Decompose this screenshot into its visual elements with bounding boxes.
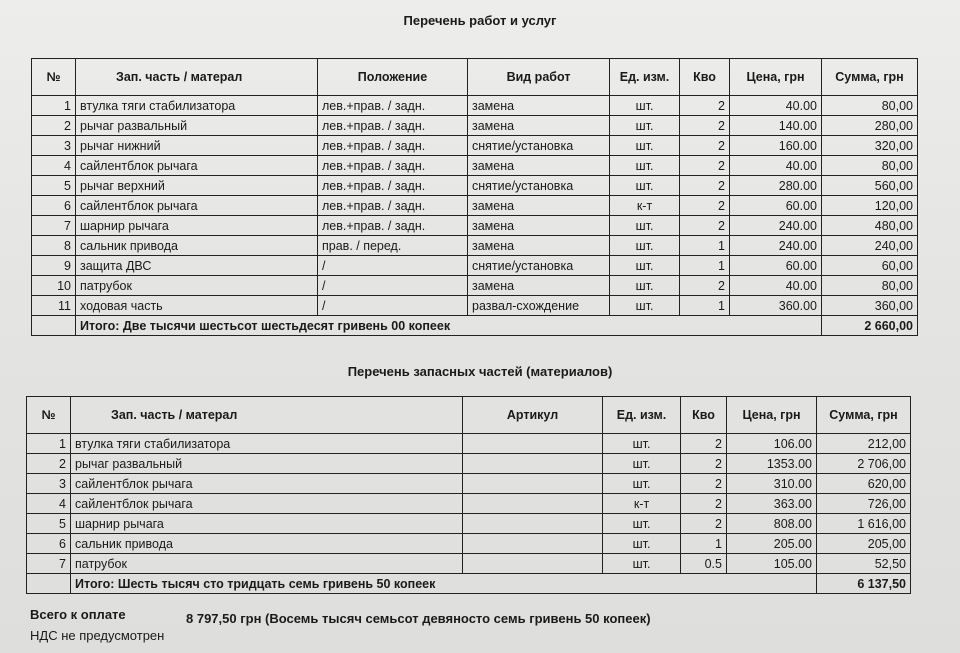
quantity: 2 [680, 216, 730, 236]
price: 240.00 [730, 236, 822, 256]
position: лев.+прав. / задн. [318, 116, 468, 136]
sum: 620,00 [817, 474, 911, 494]
price: 240.00 [730, 216, 822, 236]
quantity: 2 [680, 156, 730, 176]
col-number-header: № [27, 397, 71, 434]
sum: 52,50 [817, 554, 911, 574]
row-number: 5 [32, 176, 76, 196]
article [463, 494, 603, 514]
table-row [32, 216, 918, 236]
col-work-type-header: Вид работ [468, 59, 610, 96]
unit: шт. [610, 116, 680, 136]
sum: 726,00 [817, 494, 911, 514]
unit: шт. [610, 156, 680, 176]
parts-total-row [27, 574, 911, 594]
row-number: 3 [32, 136, 76, 156]
col-price-header: Цена, грн [730, 59, 822, 96]
work-type: замена [468, 116, 610, 136]
sum: 240,00 [822, 236, 918, 256]
table-row [32, 156, 918, 176]
part-name: шарнир рычага [76, 216, 318, 236]
work-type: замена [468, 196, 610, 216]
unit: шт. [610, 96, 680, 116]
row-number: 2 [32, 116, 76, 136]
quantity: 2 [680, 276, 730, 296]
quantity: 2 [680, 136, 730, 156]
table-row [32, 116, 918, 136]
position: прав. / перед. [318, 236, 468, 256]
vat-note: НДС не предусмотрен [30, 628, 165, 643]
quantity: 2 [680, 176, 730, 196]
position: лев.+прав. / задн. [318, 136, 468, 156]
position: лев.+прав. / задн. [318, 216, 468, 236]
col-qty-header: Кво [681, 397, 727, 434]
unit: шт. [610, 296, 680, 316]
col-number-header: № [32, 59, 76, 96]
sum: 480,00 [822, 216, 918, 236]
part-name: патрубок [76, 276, 318, 296]
part-name: рычаг развальный [76, 116, 318, 136]
position: лев.+прав. / задн. [318, 176, 468, 196]
quantity: 1 [680, 256, 730, 276]
unit: шт. [610, 176, 680, 196]
part-name: ходовая часть [76, 296, 318, 316]
grand-total-label: Всего к оплате [30, 607, 126, 622]
work-type: замена [468, 236, 610, 256]
part-name: шарнир рычага [71, 514, 463, 534]
col-sum-header: Сумма, грн [822, 59, 918, 96]
price: 106.00 [727, 434, 817, 454]
col-qty-header: Кво [680, 59, 730, 96]
article [463, 474, 603, 494]
table-row [32, 176, 918, 196]
parts-header-row [27, 397, 911, 434]
part-name: сайлентблок рычага [71, 494, 463, 514]
row-number: 5 [27, 514, 71, 534]
sum: 120,00 [822, 196, 918, 216]
quantity: 2 [681, 474, 727, 494]
table-row [27, 454, 911, 474]
unit: шт. [603, 434, 681, 454]
part-name: рычаг нижний [76, 136, 318, 156]
price: 60.00 [730, 256, 822, 276]
col-part-header: Зап. часть / матерал [71, 397, 463, 434]
sum: 60,00 [822, 256, 918, 276]
price: 40.00 [730, 96, 822, 116]
work-type: развал-схождение [468, 296, 610, 316]
table-row [32, 196, 918, 216]
part-name: сальник привода [71, 534, 463, 554]
work-type: замена [468, 156, 610, 176]
price: 40.00 [730, 276, 822, 296]
unit: шт. [603, 474, 681, 494]
work-type: снятие/установка [468, 136, 610, 156]
table-row [27, 514, 911, 534]
row-number: 4 [27, 494, 71, 514]
quantity: 2 [680, 116, 730, 136]
row-number: 1 [27, 434, 71, 454]
sum: 2 706,00 [817, 454, 911, 474]
price: 60.00 [730, 196, 822, 216]
part-name: рычаг верхний [76, 176, 318, 196]
works-title: Перечень работ и услуг [403, 13, 557, 28]
price: 105.00 [727, 554, 817, 574]
row-number: 7 [27, 554, 71, 574]
row-number: 11 [32, 296, 76, 316]
sum: 80,00 [822, 276, 918, 296]
price: 360.00 [730, 296, 822, 316]
row-number: 1 [32, 96, 76, 116]
unit: шт. [603, 534, 681, 554]
part-name: втулка тяги стабилизатора [76, 96, 318, 116]
work-type: замена [468, 216, 610, 236]
price: 160.00 [730, 136, 822, 156]
article [463, 434, 603, 454]
quantity: 1 [680, 236, 730, 256]
row-number: 10 [32, 276, 76, 296]
article [463, 454, 603, 474]
quantity: 2 [681, 434, 727, 454]
table-row [27, 474, 911, 494]
parts-table [26, 396, 911, 594]
sum: 205,00 [817, 534, 911, 554]
unit: шт. [610, 236, 680, 256]
quantity: 0.5 [681, 554, 727, 574]
part-name: сайлентблок рычага [71, 474, 463, 494]
col-part-header: Зап. часть / матерал [76, 59, 318, 96]
row-number: 2 [27, 454, 71, 474]
works-table [31, 58, 918, 336]
part-name: защита ДВС [76, 256, 318, 276]
work-type: снятие/установка [468, 256, 610, 276]
position: лев.+прав. / задн. [318, 156, 468, 176]
unit: шт. [610, 276, 680, 296]
position: / [318, 296, 468, 316]
table-row [32, 276, 918, 296]
table-row [32, 136, 918, 156]
col-unit-header: Ед. изм. [610, 59, 680, 96]
sum: 320,00 [822, 136, 918, 156]
unit: к-т [610, 196, 680, 216]
article [463, 534, 603, 554]
table-row [32, 236, 918, 256]
quantity: 2 [680, 96, 730, 116]
price: 310.00 [727, 474, 817, 494]
unit: шт. [603, 514, 681, 534]
row-number: 9 [32, 256, 76, 276]
article [463, 514, 603, 534]
part-name: сайлентблок рычага [76, 156, 318, 176]
works-header-row [32, 59, 918, 96]
quantity: 2 [680, 196, 730, 216]
col-sum-header: Сумма, грн [817, 397, 911, 434]
price: 363.00 [727, 494, 817, 514]
price: 205.00 [727, 534, 817, 554]
unit: шт. [610, 256, 680, 276]
unit: шт. [603, 554, 681, 574]
table-row [32, 96, 918, 116]
work-type: снятие/установка [468, 176, 610, 196]
quantity: 1 [680, 296, 730, 316]
col-article-header: Артикул [463, 397, 603, 434]
position: лев.+прав. / задн. [318, 96, 468, 116]
sum: 560,00 [822, 176, 918, 196]
table-row [32, 296, 918, 316]
col-price-header: Цена, грн [727, 397, 817, 434]
part-name: втулка тяги стабилизатора [71, 434, 463, 454]
row-number: 3 [27, 474, 71, 494]
table-row [27, 434, 911, 454]
quantity: 2 [681, 514, 727, 534]
unit: шт. [603, 454, 681, 474]
price: 40.00 [730, 156, 822, 176]
parts-total-label: Итого: Шесть тысяч сто тридцать семь гривень 50 копеек [71, 574, 817, 594]
works-total-label: Итого: Две тысячи шестьсот шестьдесят гривень 00 копеек [76, 316, 822, 336]
unit: шт. [610, 136, 680, 156]
sum: 80,00 [822, 156, 918, 176]
quantity: 2 [681, 454, 727, 474]
row-number: 4 [32, 156, 76, 176]
part-name: патрубок [71, 554, 463, 574]
sum: 360,00 [822, 296, 918, 316]
article [463, 554, 603, 574]
grand-total-amount: 8 797,50 грн (Восемь тысяч семьсот девяносто семь гривень 50 копеек) [186, 611, 651, 626]
row-number: 6 [27, 534, 71, 554]
quantity: 2 [681, 494, 727, 514]
position: / [318, 256, 468, 276]
table-row [27, 534, 911, 554]
table-row [32, 256, 918, 276]
price: 140.00 [730, 116, 822, 136]
work-type: замена [468, 276, 610, 296]
sum: 212,00 [817, 434, 911, 454]
sum: 280,00 [822, 116, 918, 136]
works-total-value: 2 660,00 [822, 316, 918, 336]
col-unit-header: Ед. изм. [603, 397, 681, 434]
part-name: сальник привода [76, 236, 318, 256]
row-number: 6 [32, 196, 76, 216]
parts-total-value: 6 137,50 [817, 574, 911, 594]
position: / [318, 276, 468, 296]
work-type: замена [468, 96, 610, 116]
sum: 80,00 [822, 96, 918, 116]
col-position-header: Положение [318, 59, 468, 96]
unit: шт. [610, 216, 680, 236]
row-number: 7 [32, 216, 76, 236]
part-name: рычаг развальный [71, 454, 463, 474]
quantity: 1 [681, 534, 727, 554]
price: 1353.00 [727, 454, 817, 474]
position: лев.+прав. / задн. [318, 196, 468, 216]
part-name: сайлентблок рычага [76, 196, 318, 216]
table-row [27, 554, 911, 574]
sum: 1 616,00 [817, 514, 911, 534]
unit: к-т [603, 494, 681, 514]
parts-title: Перечень запасных частей (материалов) [347, 364, 613, 379]
row-number: 8 [32, 236, 76, 256]
works-total-row [32, 316, 918, 336]
price: 280.00 [730, 176, 822, 196]
table-row [27, 494, 911, 514]
price: 808.00 [727, 514, 817, 534]
